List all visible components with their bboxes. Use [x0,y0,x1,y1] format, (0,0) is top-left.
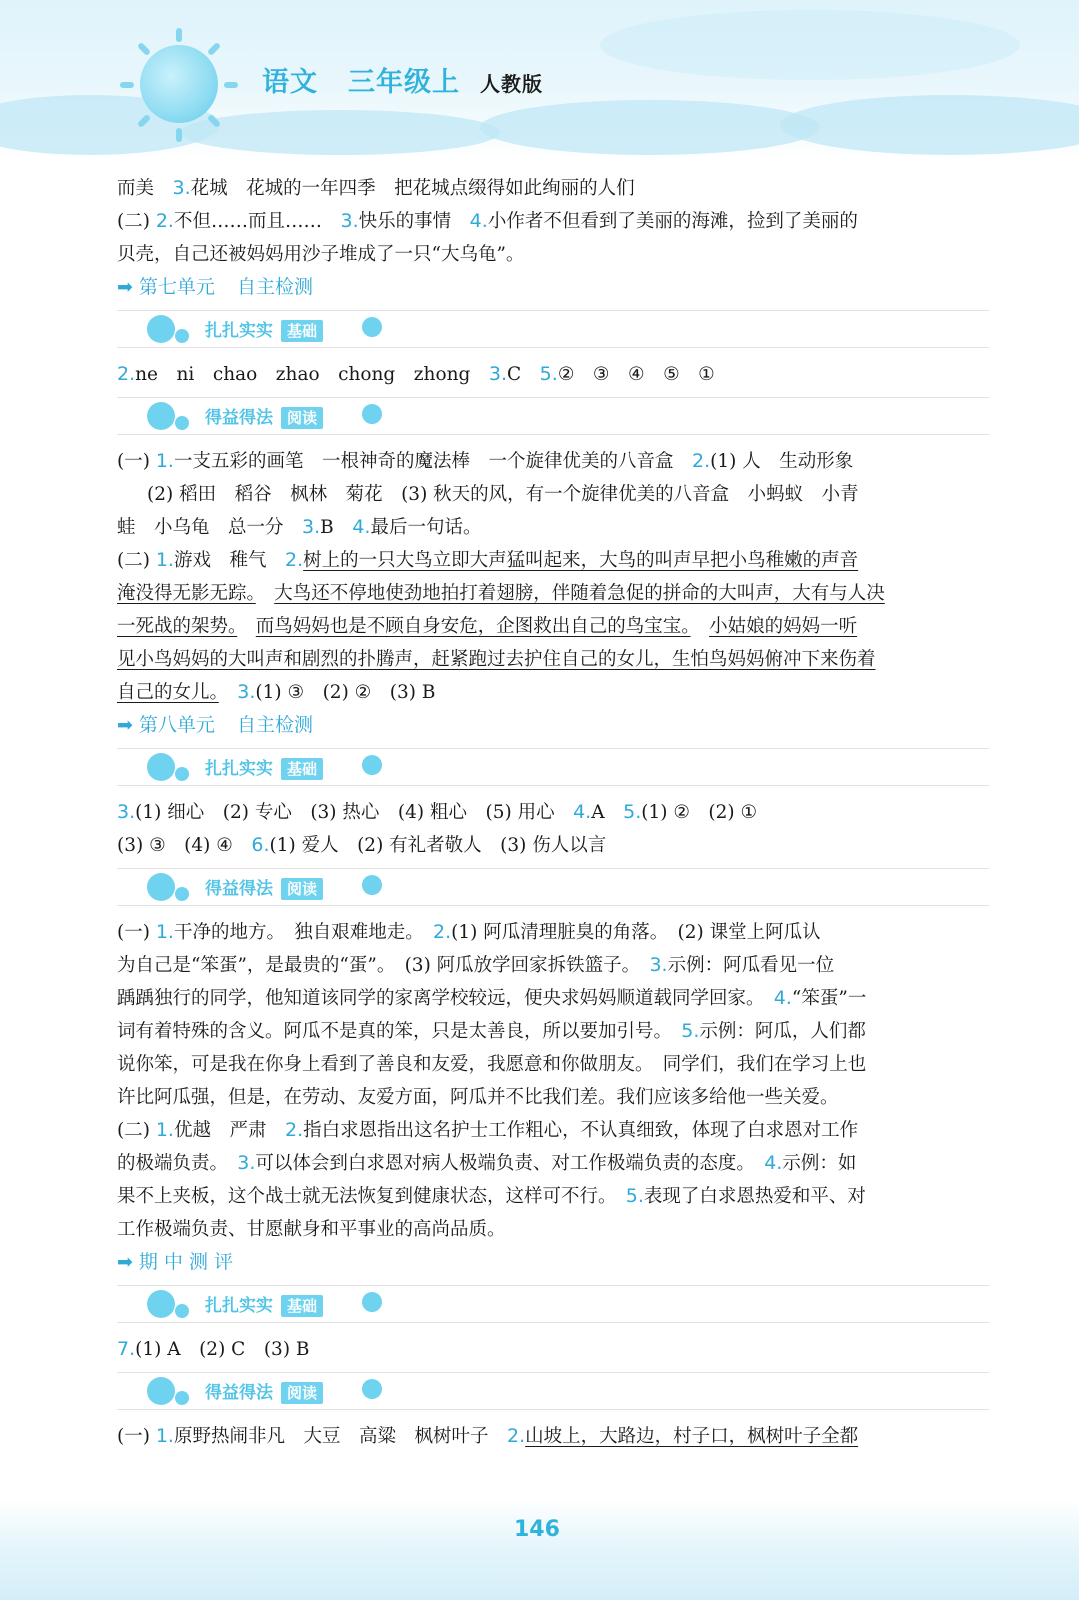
text-line: (二) 1.游戏 稚气 2.树上的一只大鸟立即大声猛叫起来，大鸟的叫声早把小鸟稚嫩的声音 [117,549,859,571]
bubble-icon [175,416,189,430]
sun-ray [224,82,238,88]
text-line: (二) 2.不但……而且…… 3.快乐的事情 4.小作者不但看到了美丽的海滩，捡到了美丽的 [117,210,858,232]
answer-content [117,172,989,1453]
text-line: 的极端负责。 3.可以体会到白求恩对病人极端负责、对工作极端负责的态度。 4.示例：如 [117,1152,857,1174]
sun-ray [120,82,134,88]
text-line: 贝壳，自己还被妈妈用沙子堆成了一只“大乌龟”。 [117,244,525,265]
text-line: (一) 1.一支五彩的画笔 一根神奇的魔法棒 一个旋律优美的八音盒 2.(1) 人 生动形象 [117,450,854,472]
text-line: (一) 1.原野热闹非凡 大豆 高粱 枫树叶子 2.山坡上，大路边，村子口，枫树叶子全都 [117,1425,859,1447]
grade-label: 三年级上 [348,67,460,98]
page-number: 146 [514,1517,560,1542]
bubble-icon [175,1391,189,1405]
basic-banner: 扎扎实实 基础 [117,310,989,348]
text-line: 3.(1) 细心 (2) 专心 (3) 热心 (4) 粗心 (5) 用心 4.A 5.(1) ② (2) ① [117,801,758,823]
header-title [262,60,543,99]
text-line: 蛙 小乌龟 总一分 3.B 4.最后一句话。 [117,516,482,538]
bubble-icon [147,1290,175,1318]
bubble-icon [362,755,382,775]
basic-banner: 扎扎实实 基础 [117,1285,989,1323]
bubble-icon [175,887,189,901]
bubble-icon [362,404,382,424]
text-line: 2.ne ni chao zhao chong zhong 3.C 5.② ③ ④ ⑤ ① [117,363,715,385]
sun-ray [207,42,221,56]
text-line: (2) 稻田 稻谷 枫林 菊花 (3) 秋天的风，有一个旋律优美的八音盒 小蚂蚁 小青 [147,484,859,505]
text-line: (二) 1.优越 严肃 2.指白求恩指出这名护士工作粗心，不认真细致，体现了白求恩对工作 [117,1119,859,1141]
bubble-icon [147,873,175,901]
bubble-icon [362,1379,382,1399]
cloud-decoration [180,110,500,155]
bubble-icon [147,402,175,430]
text-line: 7.(1) A (2) C (3) B [117,1338,310,1360]
text-line: 淹没得无影无踪。 大鸟还不停地使劲地拍打着翅膀，伴随着急促的拼命的大叫声，大有与人决 [117,583,885,604]
page-footer [0,1500,1079,1600]
text-line: 词有着特殊的含义。阿瓜不是真的笨，只是太善良，所以要加引号。 5.示例：阿瓜，人们都 [117,1020,866,1042]
arrow-right-icon: ➡ [117,714,133,736]
basic-banner: 扎扎实实 基础 [117,748,989,786]
text-line: (3) ③ (4) ④ 6.(1) 爱人 (2) 有礼者敬人 (3) 伤人以言 [117,834,607,856]
bubble-icon [362,1292,382,1312]
text-line: 工作极端负责、甘愿献身和平事业的高尚品质。 [117,1219,506,1240]
sun-ray [176,128,182,142]
unit8-section-title: ➡ 第八单元 自主检测 [117,709,989,742]
sun-ray [176,28,182,42]
text-line: (一) 1.干净的地方。 独自艰难地走。 2.(1) 阿瓜清理脏臭的角落。 (2) 课堂上阿瓜认 [117,921,821,943]
text-line: 果不上夹板，这个战士就无法恢复到健康状态，这样可不行。 5.表现了白求恩热爱和平、对 [117,1185,866,1207]
bubble-icon [362,875,382,895]
bubble-icon [175,767,189,781]
bubble-icon [147,315,175,343]
cloud-decoration [780,95,1079,155]
text-line: 许比阿瓜强，但是，在劳动、友爱方面，阿瓜并不比我们差。我们应该多给他一些关爱。 [117,1087,839,1108]
sun-icon [140,45,218,123]
bubble-icon [175,329,189,343]
reading-banner: 得益得法 阅读 [117,397,989,435]
bubble-icon [175,1304,189,1318]
bubble-icon [147,1377,175,1405]
page-header [0,0,1079,160]
reading-banner: 得益得法 阅读 [117,868,989,906]
cloud-decoration [600,10,1020,80]
unit7-section-title: ➡ 第七单元 自主检测 [117,271,989,304]
text-line: 说你笨，可是我在你身上看到了善良和友爱，我愿意和你做朋友。 同学们，我们在学习上也 [117,1054,867,1075]
cloud-decoration [480,100,820,155]
text-line: 自己的女儿。 3.(1) ③ (2) ② (3) B [117,681,436,703]
arrow-right-icon: ➡ [117,1251,133,1273]
text-line: 而美 3.花城 花城的一年四季 把花城点缀得如此绚丽的人们 [117,177,635,199]
arrow-right-icon: ➡ [117,276,133,298]
text-line: 为自己是“笨蛋”，是最贵的“蛋”。 (3) 阿瓜放学回家拆铁篮子。 3.示例：阿瓜看见一位 [117,954,835,976]
edition-label: 人教版 [480,72,543,96]
bubble-icon [147,753,175,781]
text-line: 见小鸟妈妈的大叫声和剧烈的扑腾声，赶紧跑过去护住自己的女儿，生怕鸟妈妈俯冲下来伤着 [117,649,876,670]
sun-ray [137,42,151,56]
midterm-section-title: ➡ 期 中 测 评 [117,1246,989,1279]
reading-banner: 得益得法 阅读 [117,1372,989,1410]
bubble-icon [362,317,382,337]
subject-label: 语文 [262,67,318,98]
text-line: 踽踽独行的同学，他知道该同学的家离学校较远，便央求妈妈顺道载同学回家。 4.“笨蛋”一 [117,987,867,1009]
text-line: 一死战的架势。 而鸟妈妈也是不顾自身安危，企图救出自己的鸟宝宝。 小姑娘的妈妈一听 [117,616,858,637]
